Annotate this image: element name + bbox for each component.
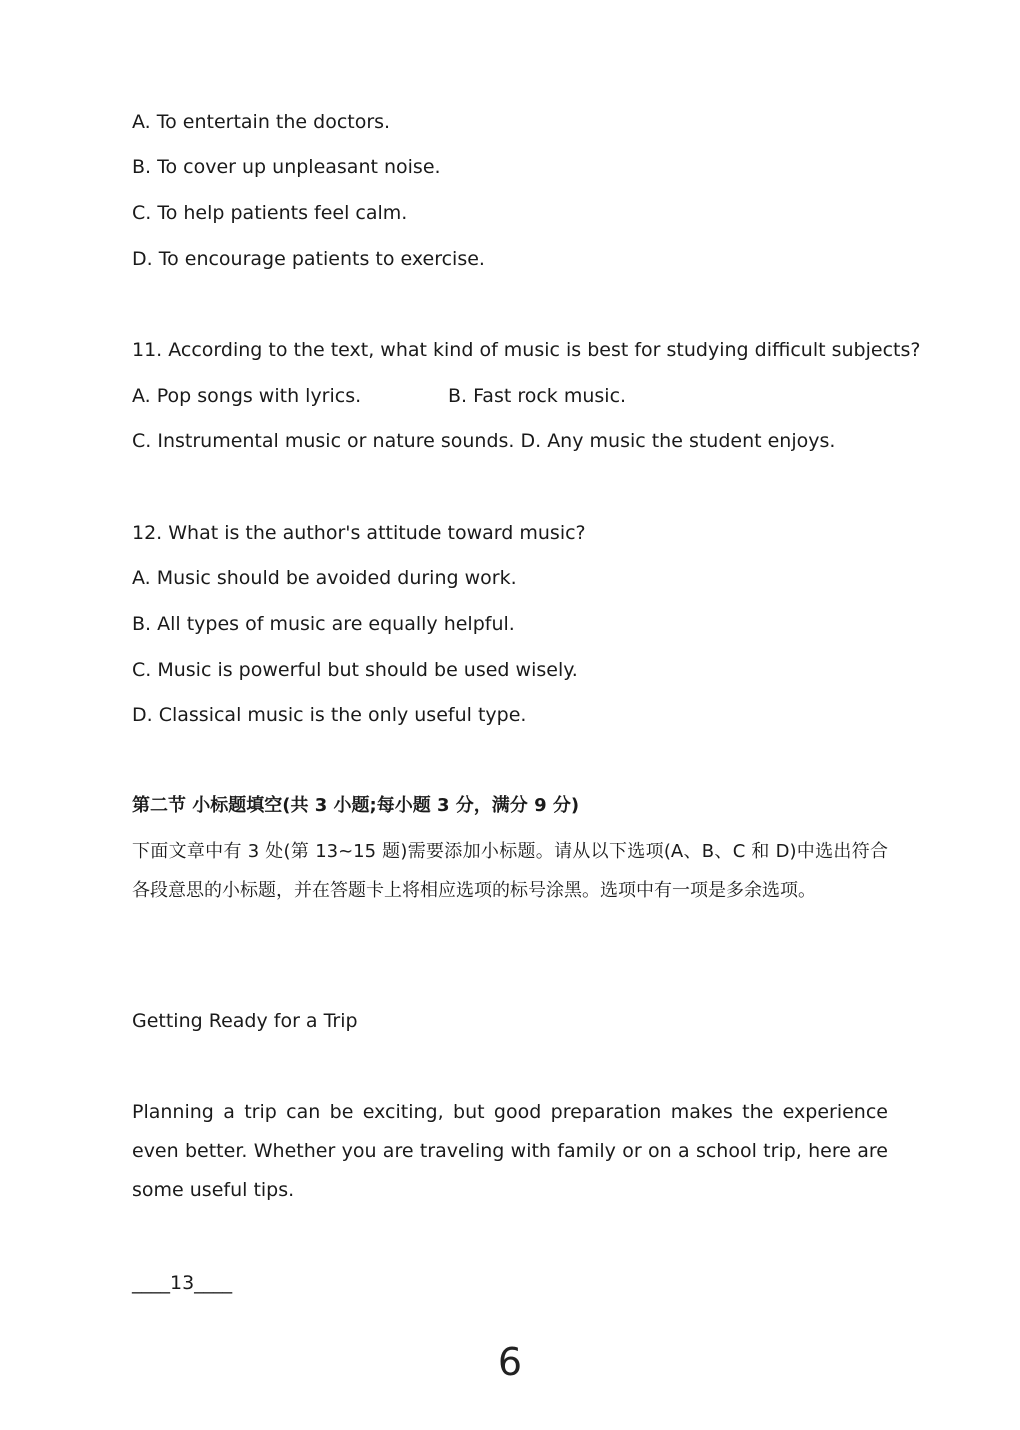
section-instructions: 下面文章中有 3 处(第 13~15 题)需要添加小标题。请从以下选项(A、B、C 和 D)中选出符合各段意思的小标题，并在答题卡上将相应选项的标号涂黑。选项中有一项是多余选项。 — [132, 841, 888, 901]
passage-intro: Planning a trip can be exciting, but good preparation makes the experience even better. Whether you are traveling with family or on a school trip, here are some useful tips. — [132, 1101, 888, 1201]
q12-option-b: B. All types of music are equally helpful. — [132, 613, 515, 635]
q12-option-a: A. Music should be avoided during work. — [132, 567, 517, 589]
passage-title: Getting Ready for a Trip — [132, 1010, 358, 1032]
blank-13: ____13____ — [132, 1272, 233, 1294]
q11-option-c-d: C. Instrumental music or nature sounds. D. Any music the student enjoys. — [132, 430, 836, 452]
q12-option-c: C. Music is powerful but should be used wisely. — [132, 659, 578, 681]
q12-stem: 12. What is the author's attitude toward music? — [132, 522, 586, 544]
q11-option-b: B. Fast rock music. — [448, 385, 627, 407]
q10-option-a: A. To entertain the doctors. — [132, 111, 391, 133]
q11-stem: 11. According to the text, what kind of music is best for studying difficult subjects? — [132, 339, 921, 361]
section-heading: 第二节 小标题填空(共 3 小题;每小题 3 分，满分 9 分) — [132, 795, 580, 816]
q10-option-d: D. To encourage patients to exercise. — [132, 248, 485, 270]
q10-option-c: C. To help patients feel calm. — [132, 202, 408, 224]
page-number: 6 — [497, 1340, 523, 1384]
q12-option-d: D. Classical music is the only useful type. — [132, 704, 527, 726]
q10-option-b: B. To cover up unpleasant noise. — [132, 156, 441, 178]
q11-option-a: A. Pop songs with lyrics. — [132, 385, 362, 407]
